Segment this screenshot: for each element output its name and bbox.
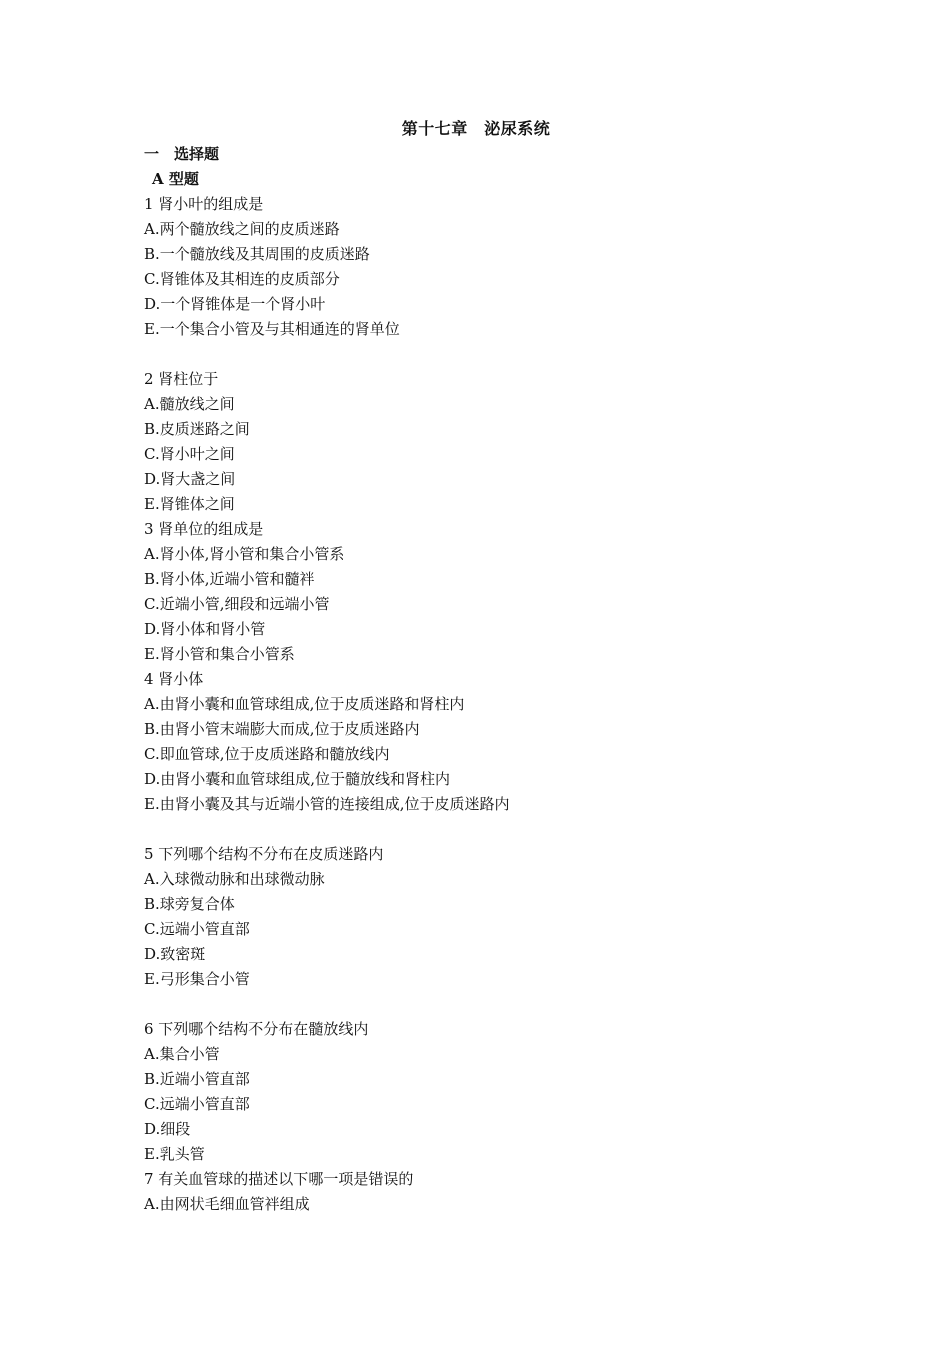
option-c: C.肾小叶之间 (144, 445, 235, 463)
option-e: E.一个集合小管及与其相通连的肾单位 (144, 320, 400, 338)
option-d: D.肾小体和肾小管 (144, 620, 266, 638)
option-d: D.细段 (144, 1120, 191, 1138)
option-c: C.即血管球,位于皮质迷路和髓放线内 (144, 745, 390, 763)
option-a: A.入球微动脉和出球微动脉 (144, 870, 325, 888)
option-b: B.由肾小管末端膨大而成,位于皮质迷路内 (144, 720, 420, 738)
option-a: A.由网状毛细血管袢组成 (144, 1195, 310, 1213)
option-a: A.髓放线之间 (144, 395, 235, 413)
option-d: D.肾大盏之间 (144, 470, 236, 488)
option-d: D.一个肾锥体是一个肾小叶 (144, 295, 326, 313)
question-stem: 1 肾小叶的组成是 (144, 195, 264, 213)
option-e: E.肾锥体之间 (144, 495, 235, 513)
question-5 (144, 842, 844, 992)
question-stem: 2 肾柱位于 (144, 370, 219, 388)
question-1 (144, 192, 844, 342)
question-2 (144, 367, 844, 517)
question-stem: 5 下列哪个结构不分布在皮质迷路内 (144, 845, 384, 863)
question-6 (144, 1017, 844, 1167)
blank-line (144, 992, 844, 1017)
option-c: C.肾锥体及其相连的皮质部分 (144, 270, 340, 288)
blank-line (144, 342, 844, 367)
question-stem: 7 有关血管球的描述以下哪一项是错误的 (144, 1170, 414, 1188)
option-c: C.远端小管直部 (144, 920, 250, 938)
option-b: B.球旁复合体 (144, 895, 235, 913)
question-4 (144, 667, 844, 817)
question-stem: 3 肾单位的组成是 (144, 520, 264, 538)
option-b: B.一个髓放线及其周围的皮质迷路 (144, 245, 370, 263)
option-b: B.近端小管直部 (144, 1070, 250, 1088)
option-b: B.皮质迷路之间 (144, 420, 250, 438)
question-stem: 6 下列哪个结构不分布在髓放线内 (144, 1020, 369, 1038)
option-d: D.致密斑 (144, 945, 206, 963)
section-heading: 一 选择题 (144, 145, 220, 163)
option-e: E.肾小管和集合小管系 (144, 645, 295, 663)
chapter-title: 第十七章 泌尿系统 (401, 119, 551, 138)
option-e: E.乳头管 (144, 1145, 205, 1163)
option-d: D.由肾小囊和血管球组成,位于髓放线和肾柱内 (144, 770, 451, 788)
option-c: C.远端小管直部 (144, 1095, 250, 1113)
option-a: A.两个髓放线之间的皮质迷路 (144, 220, 340, 238)
option-c: C.近端小管,细段和远端小管 (144, 595, 330, 613)
blank-line (144, 817, 844, 842)
option-e: E.由肾小囊及其与近端小管的连接组成,位于皮质迷路内 (144, 795, 510, 813)
question-type-heading: A 型题 (152, 170, 199, 188)
option-a: A.集合小管 (144, 1045, 220, 1063)
question-7 (144, 1167, 844, 1217)
document-body (144, 142, 844, 1217)
question-stem: 4 肾小体 (144, 670, 204, 688)
option-a: A.肾小体,肾小管和集合小管系 (144, 545, 345, 563)
option-a: A.由肾小囊和血管球组成,位于皮质迷路和肾柱内 (144, 695, 465, 713)
question-3 (144, 517, 844, 667)
option-e: E.弓形集合小管 (144, 970, 250, 988)
option-b: B.肾小体,近端小管和髓袢 (144, 570, 315, 588)
